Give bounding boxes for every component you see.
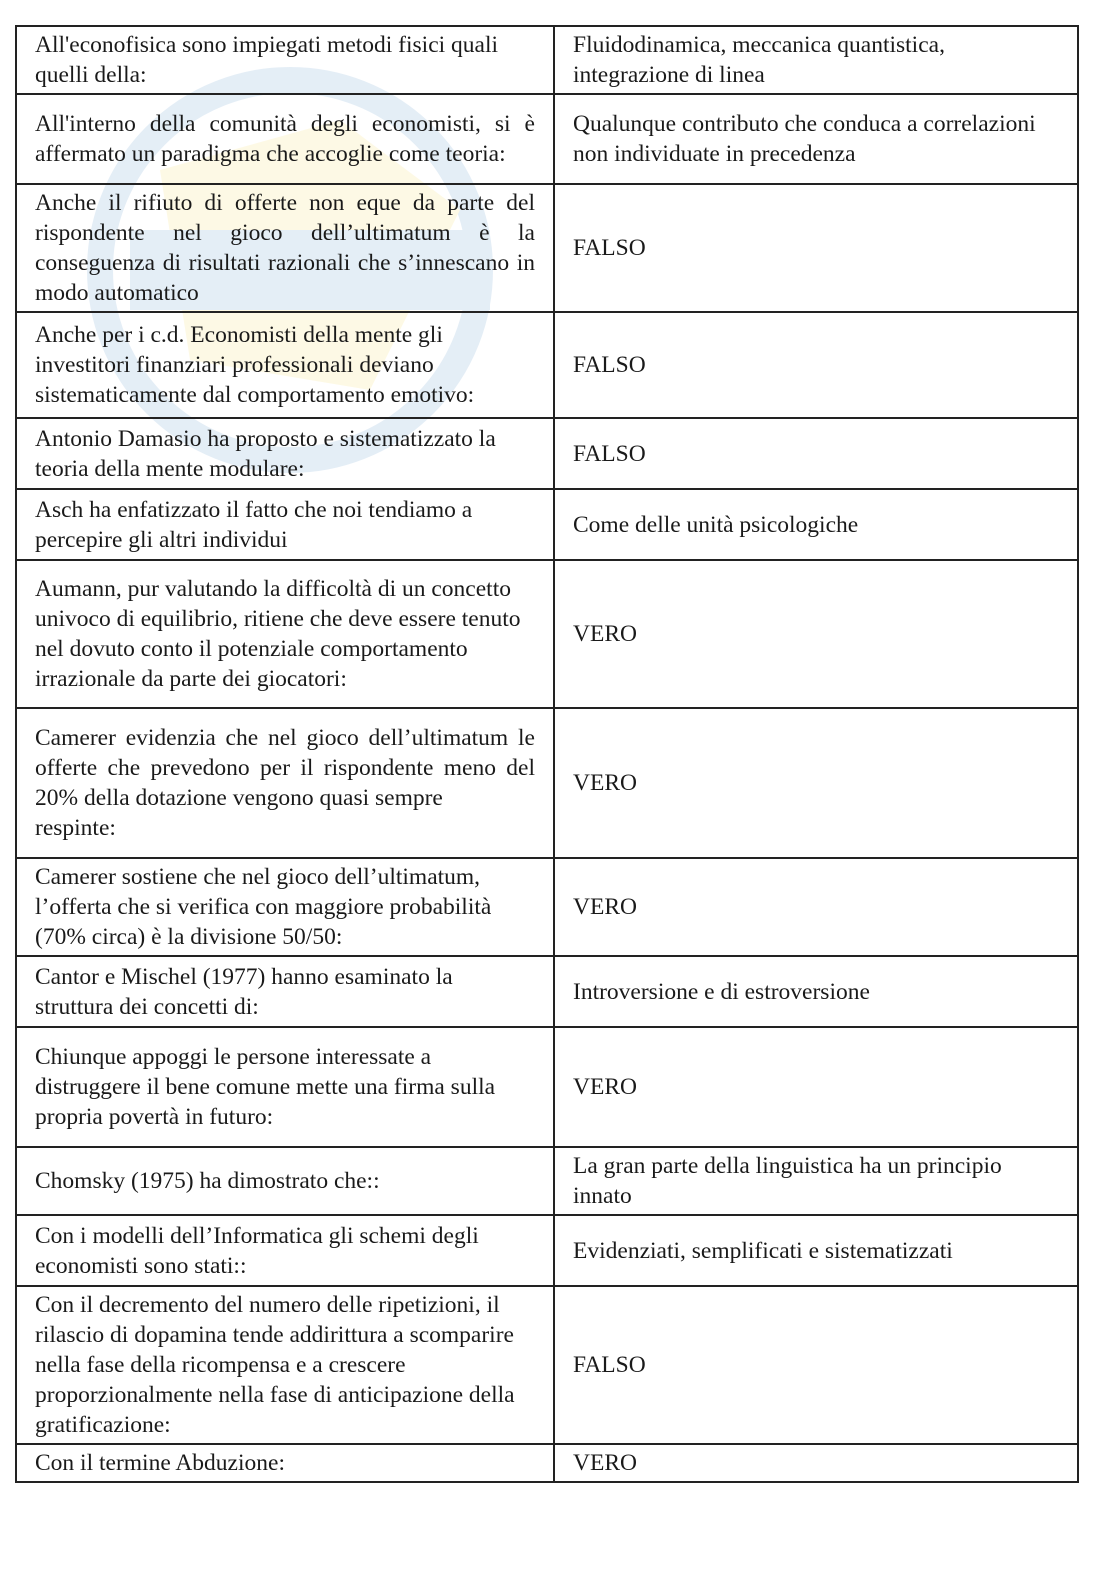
- table-row: [16, 1147, 1078, 1215]
- question-cell: Camerer evidenzia che nel gioco dell’ultimatum le offerte che prevedono per il rispondente meno del 20% della dotazione vengono quasi sempre respinte:: [16, 708, 554, 858]
- answer-cell: Fluidodinamica, meccanica quantistica, integrazione di linea: [554, 26, 1078, 94]
- question-cell: Con il termine Abduzione:: [16, 1444, 554, 1482]
- table-row: [16, 184, 1078, 312]
- question-cell: Chomsky (1975) ha dimostrato che::: [16, 1147, 554, 1215]
- answer-cell: VERO: [554, 1444, 1078, 1482]
- question-cell: Aumann, pur valutando la difficoltà di un concetto univoco di equilibrio, ritiene che deve essere tenuto nel dovuto conto il potenziale comportamento irrazionale da parte dei giocatori:: [16, 560, 554, 708]
- table-row: [16, 418, 1078, 489]
- qa-table: [15, 25, 1079, 1483]
- table-row: [16, 489, 1078, 560]
- question-cell: Con il decremento del numero delle ripetizioni, il rilascio di dopamina tende addirittura a scomparire nella fase della ricompensa e a crescere proporzionalmente nella fase di anticipazione della gratificazione:: [16, 1286, 554, 1444]
- table-row: [16, 26, 1078, 94]
- table-row: [16, 858, 1078, 956]
- answer-cell: VERO: [554, 858, 1078, 956]
- answer-cell: La gran parte della linguistica ha un principio innato: [554, 1147, 1078, 1215]
- question-cell: Antonio Damasio ha proposto e sistematizzato la teoria della mente modulare:: [16, 418, 554, 489]
- table-row: [16, 312, 1078, 418]
- answer-cell: FALSO: [554, 184, 1078, 312]
- answer-cell: FALSO: [554, 1286, 1078, 1444]
- question-cell: All'econofisica sono impiegati metodi fisici quali quelli della:: [16, 26, 554, 94]
- question-cell: All'interno della comunità degli economisti, si è affermato un paradigma che accoglie come teoria:: [16, 94, 554, 184]
- answer-cell: FALSO: [554, 312, 1078, 418]
- table-row: [16, 1215, 1078, 1286]
- table-row: [16, 94, 1078, 184]
- question-cell: Anche per i c.d. Economisti della mente gli investitori finanziari professionali deviano sistematicamente dal comportamento emotivo:: [16, 312, 554, 418]
- question-cell: Asch ha enfatizzato il fatto che noi tendiamo a percepire gli altri individui: [16, 489, 554, 560]
- answer-cell: Come delle unità psicologiche: [554, 489, 1078, 560]
- table-row: [16, 1027, 1078, 1147]
- answer-cell: Evidenziati, semplificati e sistematizzati: [554, 1215, 1078, 1286]
- answer-cell: VERO: [554, 1027, 1078, 1147]
- answer-cell: VERO: [554, 708, 1078, 858]
- table-row: [16, 560, 1078, 708]
- answer-cell: FALSO: [554, 418, 1078, 489]
- answer-cell: VERO: [554, 560, 1078, 708]
- table-row: [16, 956, 1078, 1027]
- answer-cell: Introversione e di estroversione: [554, 956, 1078, 1027]
- table-row: [16, 1444, 1078, 1482]
- question-cell: Chiunque appoggi le persone interessate a distruggere il bene comune mette una firma sulla propria povertà in futuro:: [16, 1027, 554, 1147]
- table-row: [16, 708, 1078, 858]
- question-cell: Cantor e Mischel (1977) hanno esaminato la struttura dei concetti di:: [16, 956, 554, 1027]
- question-cell: Con i modelli dell’Informatica gli schemi degli economisti sono stati::: [16, 1215, 554, 1286]
- question-cell: Anche il rifiuto di offerte non eque da parte del rispondente nel gioco dell’ultimatum è la conseguenza di risultati razionali che s’innescano in modo automatico: [16, 184, 554, 312]
- table-row: [16, 1286, 1078, 1444]
- question-cell: Camerer sostiene che nel gioco dell’ultimatum, l’offerta che si verifica con maggiore probabilità (70% circa) è la divisione 50/50:: [16, 858, 554, 956]
- answer-cell: Qualunque contributo che conduca a correlazioni non individuate in precedenza: [554, 94, 1078, 184]
